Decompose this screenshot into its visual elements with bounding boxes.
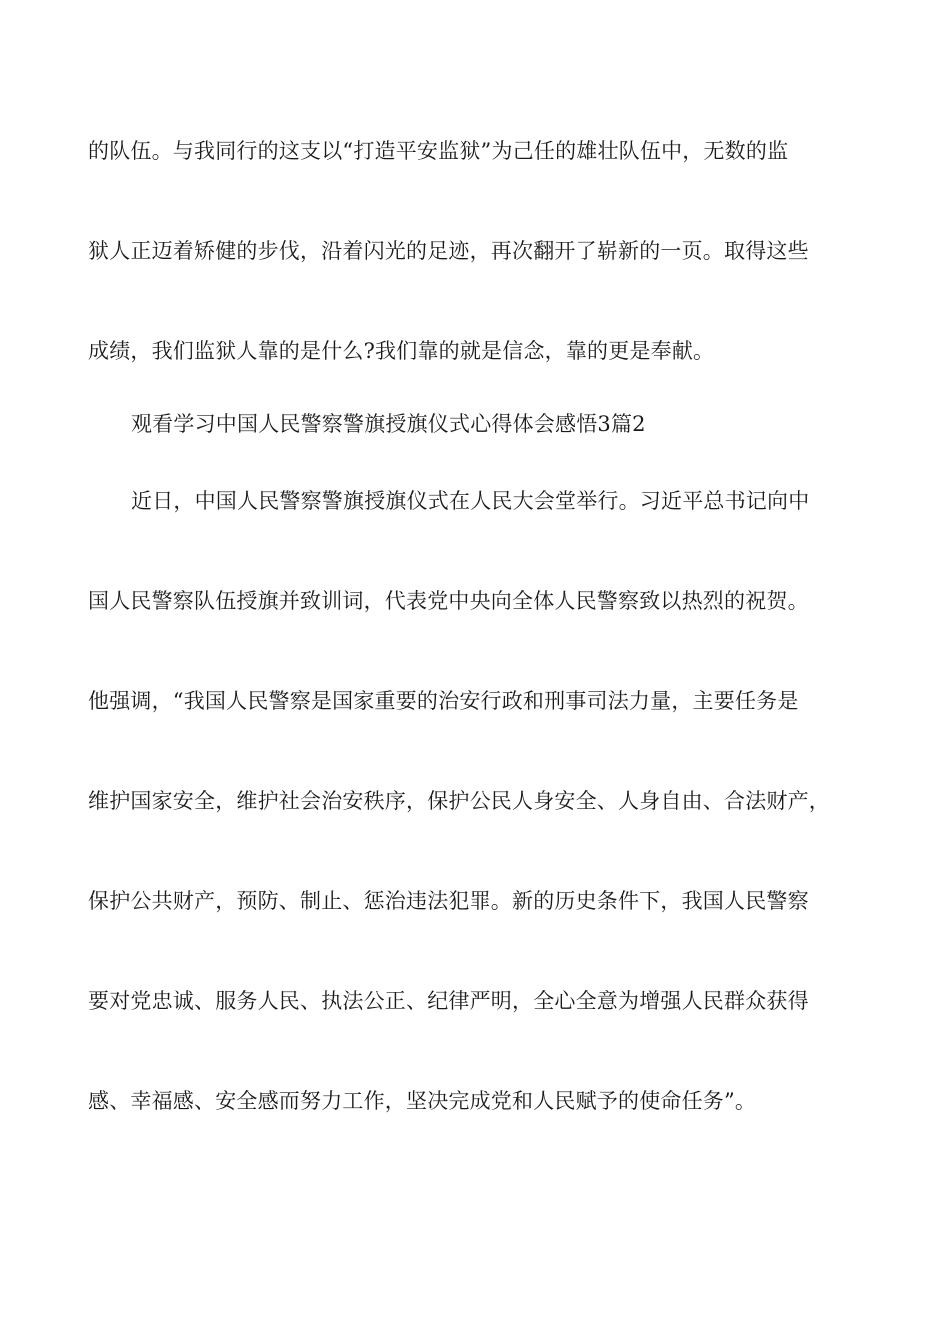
body-line-3: 成绩，我们监狱人靠的是什么?我们靠的就是信念，靠的更是奉献。 xyxy=(88,339,715,363)
body-line-6: 他强调，“我国人民警察是国家重要的治安行政和刑事司法力量，主要任务是 xyxy=(88,689,799,713)
section-heading: 观看学习中国人民警察警旗授旗仪式心得体会感悟3篇2 xyxy=(131,412,646,436)
body-line-4: 近日，中国人民警察警旗授旗仪式在人民大会堂举行。习近平总书记向中 xyxy=(131,489,810,513)
body-line-5: 国人民警察队伍授旗并致训词，代表党中央向全体人民警察致以热烈的祝贺。 xyxy=(88,589,809,613)
body-line-1: 的队伍。与我同行的这支以“打造平安监狱”为己任的雄壮队伍中，无数的监 xyxy=(88,139,789,163)
body-line-2: 狱人正迈着矫健的步伐，沿着闪光的足迹，再次翻开了崭新的一页。取得这些 xyxy=(88,239,809,263)
body-line-9: 要对党忠诚、服务人民、执法公正、纪律严明，全心全意为增强人民群众获得 xyxy=(88,989,809,1013)
body-line-8: 保护公共财产，预防、制止、惩治违法犯罪。新的历史条件下，我国人民警察 xyxy=(88,889,809,913)
body-line-7: 维护国家安全，维护社会治安秩序，保护公民人身安全、人身自由、合法财产， xyxy=(88,789,830,813)
body-line-10: 感、幸福感、安全感而努力工作，坚决完成党和人民赋予的使命任务”。 xyxy=(88,1089,757,1113)
